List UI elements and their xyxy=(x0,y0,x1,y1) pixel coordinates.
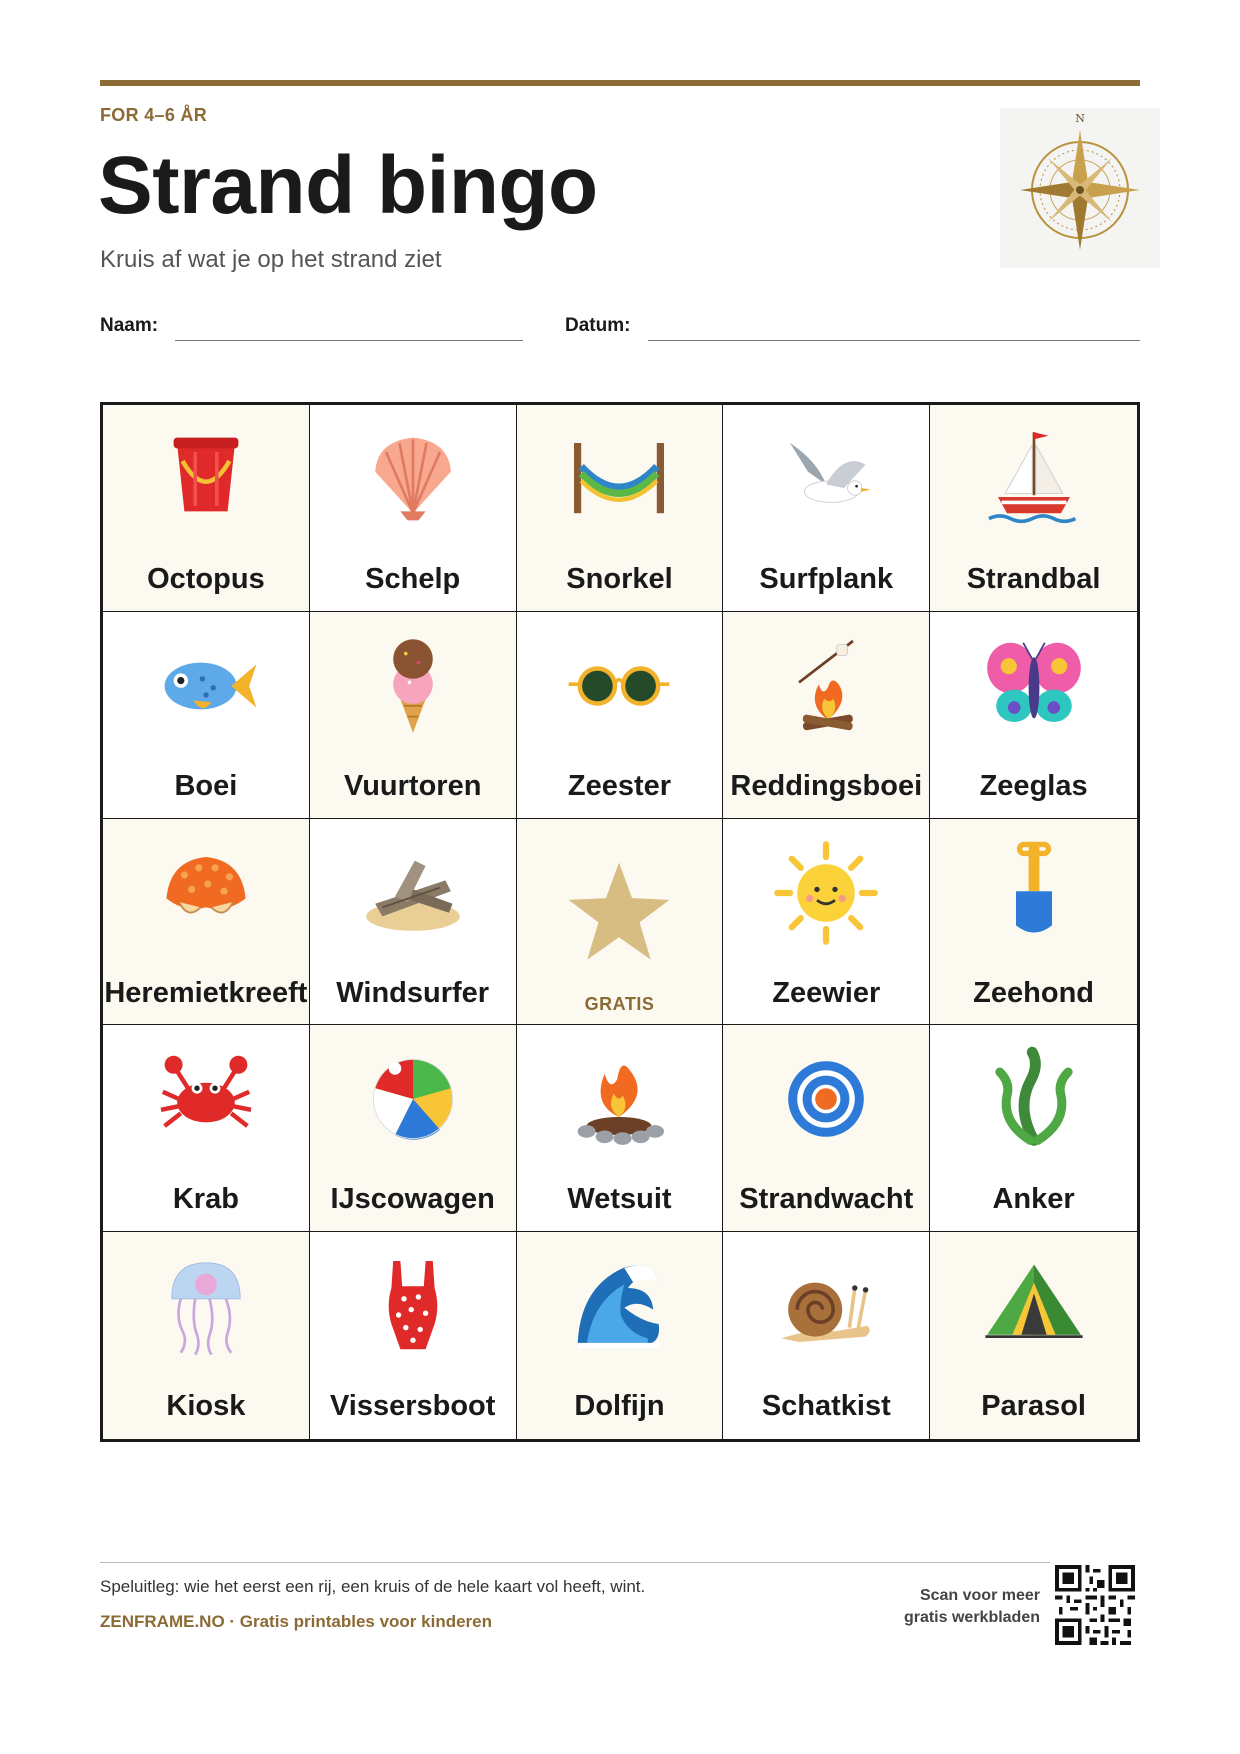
bingo-cell[interactable] xyxy=(103,819,310,1026)
cell-label: Reddingsboei xyxy=(730,769,923,802)
fish-icon xyxy=(146,632,266,740)
bingo-cell[interactable] xyxy=(517,1232,724,1439)
page-title: Strand bingo xyxy=(98,140,598,231)
seaweed-icon xyxy=(974,1045,1094,1153)
bingo-cell[interactable] xyxy=(103,612,310,819)
cell-label: Zeeglas xyxy=(979,769,1088,802)
cell-label: Krab xyxy=(172,1183,239,1216)
scan-line-1: Scan voor meer xyxy=(919,1587,1040,1604)
name-label: Naam: xyxy=(100,315,159,336)
date-label: Datum: xyxy=(565,315,631,336)
bingo-cell[interactable] xyxy=(517,1025,724,1232)
bucket-icon xyxy=(146,425,266,533)
bingo-cell-free[interactable] xyxy=(517,819,724,1026)
jellyfish-icon xyxy=(146,1252,266,1360)
ice-cream-icon xyxy=(353,632,473,740)
cell-label: Parasol xyxy=(981,1390,1086,1423)
cell-label: Vuurtoren xyxy=(343,769,482,802)
hammock-icon xyxy=(559,425,679,533)
crab-icon xyxy=(146,1045,266,1153)
age-label: FOR 4–6 ÅR xyxy=(100,105,208,125)
bingo-cell[interactable] xyxy=(930,612,1137,819)
bingo-cell[interactable] xyxy=(310,405,517,612)
bingo-cell[interactable] xyxy=(517,405,724,612)
name-field[interactable] xyxy=(175,340,523,341)
bingo-cell[interactable] xyxy=(930,1025,1137,1232)
game-rules: Speluitleg: wie het eerst een rij, een kruis of de hele kaart vol heeft, wint. xyxy=(100,1577,646,1596)
cell-label: Anker xyxy=(992,1183,1075,1216)
cell-label: Vissersboot xyxy=(329,1390,496,1423)
sunglasses-icon xyxy=(559,632,679,740)
beach-ball-icon xyxy=(353,1045,473,1153)
bingo-cell[interactable] xyxy=(930,405,1137,612)
cell-label: Zeewier xyxy=(772,976,881,1009)
sun-icon xyxy=(766,839,886,947)
svg-text:N: N xyxy=(1075,112,1085,125)
bingo-cell[interactable] xyxy=(930,1232,1137,1439)
shell-icon xyxy=(353,425,473,533)
bingo-cell[interactable] xyxy=(103,1232,310,1439)
page-subtitle: Kruis af wat je op het strand ziet xyxy=(100,246,442,273)
snail-icon xyxy=(766,1252,886,1360)
butterfly-icon xyxy=(974,632,1094,740)
compass-rose-icon xyxy=(1000,108,1160,268)
scan-line-2: gratis werkbladen xyxy=(903,1608,1040,1626)
cell-label: Snorkel xyxy=(566,563,673,595)
star-icon xyxy=(559,857,679,969)
brand-line: ZENFRAME.NO · Gratis printables voor kinderen xyxy=(100,1612,493,1631)
cell-label: Schelp xyxy=(365,563,461,595)
driftwood-icon xyxy=(353,839,473,947)
cell-label: Schatkist xyxy=(761,1390,891,1423)
footer-rule xyxy=(100,1562,1050,1563)
cell-label: Zeester xyxy=(567,769,672,802)
cell-label: IJscowagen xyxy=(330,1183,495,1216)
bingo-cell[interactable] xyxy=(310,1232,517,1439)
campfire-marshmallow-icon xyxy=(766,632,886,740)
bingo-cell[interactable] xyxy=(723,819,930,1026)
shovel-icon xyxy=(974,839,1094,947)
cell-label: Surfplank xyxy=(759,563,894,595)
bingo-cell[interactable] xyxy=(310,1025,517,1232)
date-field[interactable] xyxy=(648,340,1140,341)
bingo-grid xyxy=(100,402,1140,1442)
bingo-cell[interactable] xyxy=(723,405,930,612)
lifebuoy-icon xyxy=(766,1045,886,1153)
bingo-cell[interactable] xyxy=(723,1025,930,1232)
cell-label: Heremietkreeft xyxy=(104,976,308,1009)
bingo-cell[interactable] xyxy=(517,612,724,819)
sailboat-icon xyxy=(974,425,1094,533)
cell-label: Dolfijn xyxy=(574,1390,665,1423)
seagull-icon xyxy=(766,425,886,533)
campfire-icon xyxy=(559,1045,679,1153)
cell-label: Strandwacht xyxy=(739,1183,914,1216)
cell-label: Wetsuit xyxy=(567,1183,672,1216)
wave-icon xyxy=(559,1252,679,1360)
cell-label: Boei xyxy=(174,769,238,802)
bingo-cell[interactable] xyxy=(103,1025,310,1232)
bingo-cell[interactable] xyxy=(310,819,517,1026)
cell-label: Zeehond xyxy=(973,976,1095,1009)
cell-label: Octopus xyxy=(147,563,265,595)
tent-icon xyxy=(974,1252,1094,1360)
free-space-label: GRATIS xyxy=(584,993,655,1014)
bingo-cell[interactable] xyxy=(310,612,517,819)
bingo-cell[interactable] xyxy=(930,819,1137,1026)
bingo-cell[interactable] xyxy=(723,612,930,819)
cell-label: Windsurfer xyxy=(336,976,490,1009)
bingo-cell[interactable] xyxy=(103,405,310,612)
qr-code-icon[interactable] xyxy=(1055,1565,1135,1645)
cell-label: Strandbal xyxy=(966,563,1101,595)
sea-urchin-icon xyxy=(146,839,266,947)
bingo-cell[interactable] xyxy=(723,1232,930,1439)
swimsuit-icon xyxy=(353,1252,473,1360)
top-rule xyxy=(100,80,1140,86)
cell-label: Kiosk xyxy=(166,1390,246,1423)
scan-text xyxy=(840,1585,1040,1628)
